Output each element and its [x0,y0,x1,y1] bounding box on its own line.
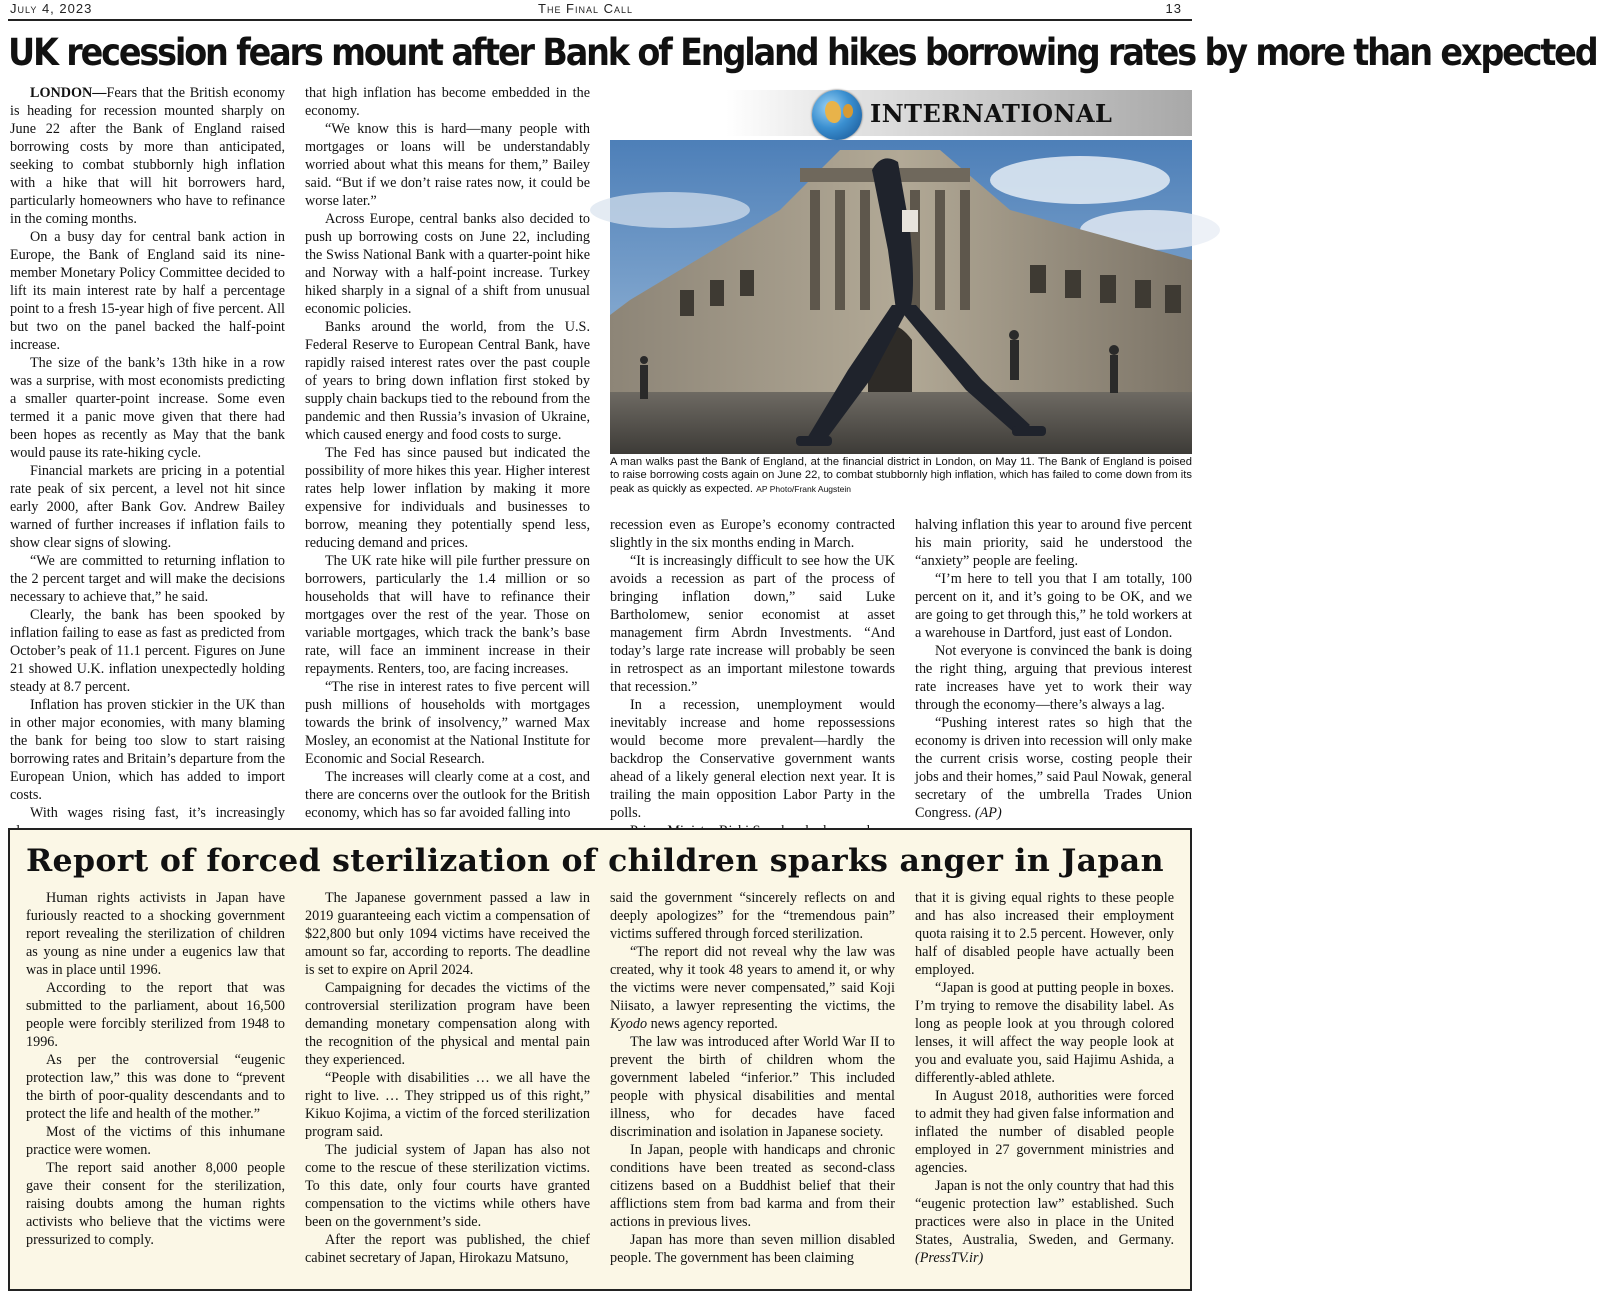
page-folio [0,0,1200,18]
paragraph: In August 2018, authorities were forced to admit they had given false information and inflated the number of disabled people employed in 27 government ministries and agencies. [915,1088,1174,1176]
page-number: 13 [1165,1,1182,16]
bank-of-england-photo [610,140,1192,454]
japan-article-column-2 [305,889,590,1267]
paragraph: Campaigning for decades the victims of the controversial sterilization program have been demanding monetary compensation along with the recognition of the physical and mental pain they experienced. [305,980,590,1068]
paragraph: The increases will clearly come at a cost, and there are concerns over the outlook for the British economy, which has so far avoided falling into [305,769,590,821]
paragraph: Inflation has proven stickier in the UK than in other major economies, with many blaming the bank for being too slow to start raising borrowing rates and Britain’s departure from the European Union, which has added to import costs. [10,697,285,803]
paragraph: The size of the bank’s 13th hike in a row was a surprise, with most economists predicting a smaller quarter-point increase. Some even termed it a panic move given that there had been hopes as recently as May that the bank would pause its rate-hiking cycle. [10,355,285,461]
paragraph: The Japanese government passed a law in 2019 guaranteeing each victim a compensation of $22,800 but only 1094 victims have received the amount so far, according to reports. The deadline is set to expire on April 2024. [305,890,590,978]
paragraph: According to the report that was submitted to the parliament, about 16,500 people were forcibly sterilized from 1948 to 1996. [26,980,285,1050]
paragraph: recession even as Europe’s economy contracted slightly in the six months ending in March. [610,517,895,551]
paragraph: Banks around the world, from the U.S. Federal Reserve to European Central Bank, have rapidly raised interest rates over the past couple of years to bring down inflation first stoked by supply chain backups tied to the rebound from the pandemic and then Russia’s invasion of Ukraine, which caused energy and food costs to surge. [305,319,590,443]
paragraph: Japan is not the only country that had this “eugenic protection law” established. Such practices were also in place in the United States, Australia, Sweden, and Germany. (PressTV.ir) [915,1178,1174,1266]
paragraph: said the government “sincerely reflects on and deeply apologizes” for the “tremendous pain” victims suffered through forced sterilization. [610,890,895,942]
paragraph: “We know this is hard—many people with mortgages or loans will be understandably worried about what this means for them,” Bailey said. “But if we don’t raise rates now, it could be worse later.” [305,121,590,209]
paragraph: LONDON—Fears that the British economy is heading for recession mounted sharply on June 22 after the Bank of England raised borrowing costs by more than anticipated, seeking to combat stubbornly high inflation with a hike that will hit borrowers hard, particularly homeowners who have to refinance in the coming months. [10,85,285,227]
paragraph: “It is increasingly difficult to see how the UK avoids a recession as part of the process of bringing inflation down,” said Luke Bartholomew, senior economist at asset management firm Abrdn Investments. “And today’s large rate increase will probably be seen in retrospect as an important milestone towards that recession.” [610,553,895,695]
japan-article-column-1 [26,889,285,1249]
paragraph: “The report did not reveal why the law was created, why it took 48 years to amend it, or why the victims were never compensated,” said Koji Niisato, a lawyer representing the victims, the Kyodo news agency reported. [610,944,895,1032]
paragraph: that it is giving equal rights to these people and has also increased their employment quota raising it to 2.5 percent. However, only half of disabled people have actually been employed. [915,890,1174,978]
globe-icon [812,90,862,140]
paragraph: After the report was published, the chief cabinet secretary of Japan, Hirokazu Matsuno, [305,1232,590,1266]
uk-article-column-3 [610,516,895,840]
paragraph: Clearly, the bank has been spooked by inflation failing to ease as fast as predicted from October’s peak of 11.1 percent. Figures on June 21 showed U.K. inflation unexpectedly holding steady at 8.7 percent. [10,607,285,695]
paragraph: Japan has more than seven million disabled people. The government has been claiming [610,1232,895,1266]
paragraph: On a busy day for central bank action in Europe, the Bank of England said its nine-member Monetary Policy Committee decided to lift its main interest rate by half a percentage point to a fresh 15-year high of five percent. All but two on the panel backed the half-point increase. [10,229,285,353]
publication-name: The Final Call [538,1,634,16]
paragraph: “People with disabilities … we all have the right to live. … They stripped us of this right,” Kikuo Kojima, a victim of the forced sterilization program said. [305,1070,590,1140]
uk-article-column-1 [10,84,285,840]
paragraph: The law was introduced after World War II to prevent the birth of children whom the government labeled “inferior.” This included people with physical disabilities and mental illness, who for decades have faced discrimination and isolation in Japanese society. [610,1034,895,1140]
uk-article-column-4 [915,516,1192,822]
paragraph: With wages rising fast, it’s increasingly [30,805,285,821]
paragraph: Most of the victims of this inhumane practice were women. [26,1124,285,1158]
paragraph: Not everyone is convinced the bank is doing the right thing, arguing that previous interest rate increases have yet to work their way through the economy—there’s always a lag. [915,643,1192,713]
photo-credit: AP Photo/Frank Augstein [756,483,851,494]
japan-headline: Report of forced sterilization of children sparks anger in Japan [26,843,1164,879]
paragraph: In Japan, people with handicaps and chronic conditions have been treated as second-class citizens based on a Buddhist belief that their afflictions stem from bad karma and from their actions in previous lives. [610,1142,895,1230]
paragraph: Human rights activists in Japan have furiously reacted to a shocking government report revealing the sterilization of children as young as nine under a eugenics law that was in place until 1996. [26,890,285,978]
paragraph: The UK rate hike will pile further pressure on borrowers, particularly the 1.4 million or so households that will have to refinance their mortgages over the rest of the year. Those on variable mortgages, which track the bank’s base rate, will face an imminent increase in their repayments. Renters, too, are facing increases. [305,553,590,677]
paragraph: The Fed has since paused but indicated the possibility of more hikes this year. Higher interest rates help lower inflation by making it more expensive for individuals and businesses to borrow, meaning they potentially spend less, reducing demand and prices. [305,445,590,551]
issue-date: July 4, 2023 [10,1,93,16]
paragraph: The judicial system of Japan has also not come to the rescue of these sterilization victims. To this date, only four courts have granted compensation to the victims while others have been on the government’s side. [305,1142,590,1230]
paragraph: “I’m here to tell you that I am totally, 100 percent on it, and it’s going to be OK, and we are going to get through this,” he told workers at a warehouse in Dartford, just east of London. [915,571,1192,641]
japan-article-column-4 [915,889,1174,1267]
headline-rest: recession fears mount after Bank of England hikes borrowing rates by more than expected [56,31,1597,74]
paragraph: The report said another 8,000 people gave their consent for the sterilization, raising doubts among the human rights activists who believe that the victims were pressurized to comply. [26,1160,285,1248]
paragraph: In a recession, unemployment would inevitably increase and home repossessions would become more prevalent—hardly the backdrop the Conservative government wants ahead of a likely general election next year. It is trailing the main opposition Labor Party in the polls. [610,697,895,821]
paragraph: Across Europe, central banks also decided to push up borrowing costs on June 22, including the Swiss National Bank with a quarter-point hike and Norway with a half-point increase. Turkey hiked sharply in a signal of a shift from unusual economic policies. [305,211,590,317]
paragraph: halving inflation this year to around five percent his main priority, said he understood the “anxiety” people are feeling. [915,517,1192,569]
paragraph: that high inflation has become embedded in the economy. [305,85,590,119]
photo-caption: A man walks past the Bank of England, at the financial district in London, on May 11. The Bank of England is poised to raise borrowing costs again on June 22, to combat stubbornly high inflation, which has failed to come down from its peak as quickly as expected. AP Photo/Frank Augstein [610,456,1192,495]
uk-article-column-2 [305,84,590,822]
top-rule [8,19,1192,21]
paragraph: Financial markets are pricing in a potential rate peak of six percent, a level not hit since early 2000, after Bank Gov. Andrew Bailey warned of further increases if inflation fails to show clear signs of slowing. [10,463,285,551]
headline-prefix: UK [8,31,57,74]
agency-name: Kyodo [610,1016,648,1032]
paragraph: “Japan is good at putting people in boxes. I’m trying to remove the disability label. As long as people look at you through colored lenses, it will affect the way people look at you and evaluate you, said Hajimu Ashida, a differently-abled athlete. [915,980,1174,1086]
paragraph: “The rise in interest rates to five percent will push millions of households with mortgages towards the brink of insolvency,” warned Max Mosley, an economist at the National Institute for Economic and Social Research. [305,679,590,767]
japan-article-column-3 [610,889,895,1267]
paragraph: As per the controversial “eugenic protection law,” this was done to “prevent the birth of poor-quality descendants and to protect the life and health of the mother.” [26,1052,285,1122]
source-signoff: (AP) [974,805,1002,821]
uk-recession-headline [8,27,1597,79]
paragraph: “Pushing interest rates so high that the economy is driven into recession will only make the current crisis worse, costing people their jobs and their homes,” said Paul Nowak, general secretary of the umbrella Trades Union Congress. (AP) [915,715,1192,821]
dateline: LONDON— [30,85,107,101]
source-signoff: (PressTV.ir) [915,1250,984,1266]
paragraph: “We are committed to returning inflation to the 2 percent target and will make the decisions necessary to achieve that,” he said. [10,553,285,605]
section-label: INTERNATIONAL [870,99,1113,128]
